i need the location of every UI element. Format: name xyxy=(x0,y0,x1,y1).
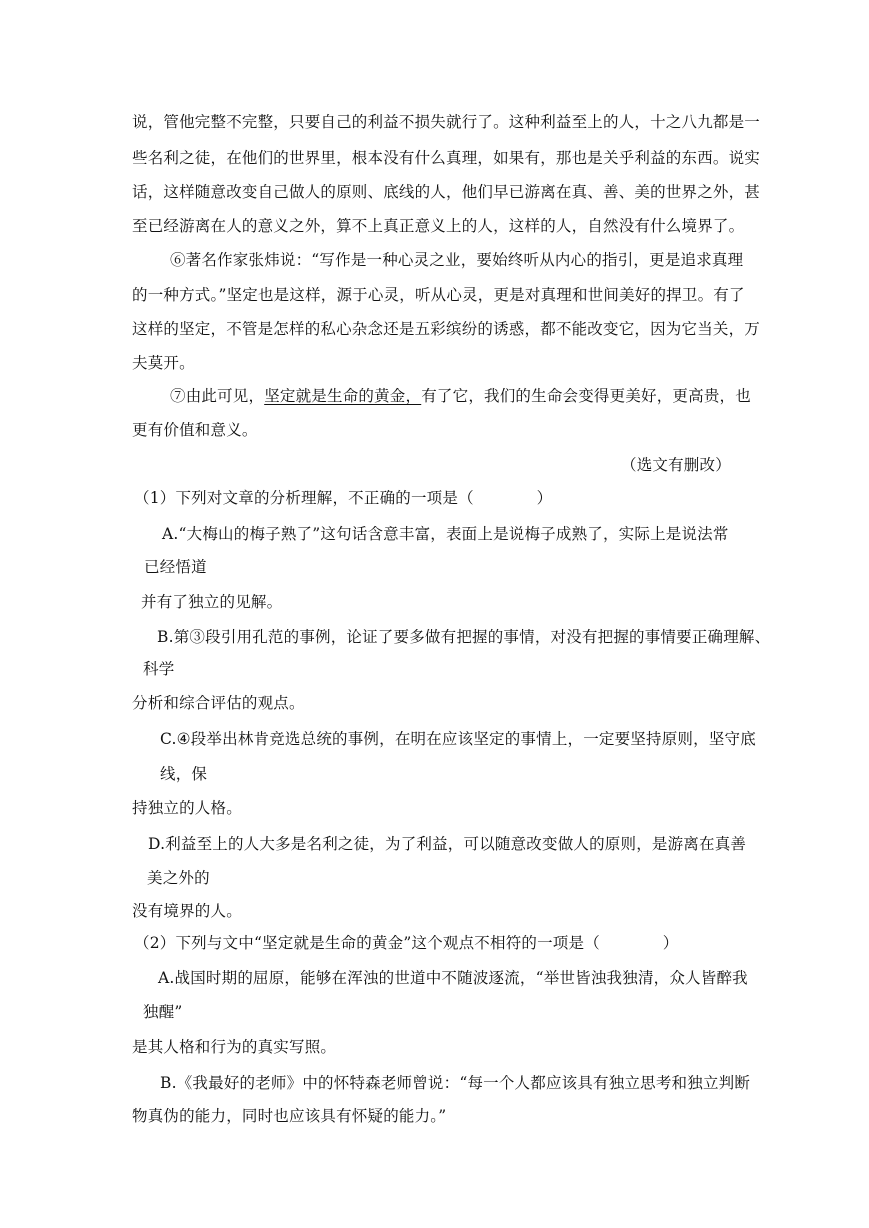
q1-option-a: 并有了独立的见解。 xyxy=(141,593,283,611)
question-2-stem: （2）下列与文中“坚定就是生命的黄金”这个观点不相符的一项是（ ） xyxy=(134,934,679,952)
q2-option-a: 独醒” xyxy=(143,1003,183,1021)
q1-option-b: 科学 xyxy=(143,660,175,678)
q1-option-c: 持独立的人格。 xyxy=(132,799,242,817)
paragraph-6-line: 夫莫开。 xyxy=(132,354,195,372)
paragraph-6-line: 的一种方式。”坚定也是这样，源于心灵，听从心灵，更是对真理和世间美好的捍卫。有了 xyxy=(132,286,745,304)
passage-line: 至已经游离在人的意义之外，算不上真正意义上的人，这样的人，自然没有什么境界了。 xyxy=(132,217,745,235)
passage-line: 说，管他完整不完整，只要自己的利益不损失就行了。这种利益至上的人，十之八九都是一 xyxy=(132,113,761,131)
q1-option-a: 已经悟道 xyxy=(144,558,207,576)
q2-option-b: B.《我最好的老师》中的怀特森老师曾说：“每一个人都应该具有独立思考和独立判断 xyxy=(160,1074,751,1092)
underlined-thesis: 坚定就是生命的黄金， xyxy=(264,387,422,405)
q2-option-b: 物真伪的能力，同时也应该具有怀疑的能力。” xyxy=(132,1107,447,1125)
q1-option-c: C.④段举出林肯竞选总统的事例，在明在应该坚定的事情上，一定要坚持原则，坚守底 xyxy=(160,730,756,748)
question-1-stem: （1）下列对文章的分析理解，不正确的一项是（ ） xyxy=(134,489,553,507)
paragraph-7-line: 更有价值和意义。 xyxy=(132,421,258,439)
q1-option-c: 线，保 xyxy=(160,765,208,783)
passage-line: 话，这样随意改变自己做人的原则、底线的人，他们早已游离在真、善、美的世界之外，甚 xyxy=(132,183,761,201)
paragraph-6-line: 这样的坚定，不管是怎样的私心杂念还是五彩缤纷的诱惑，都不能改变它，因为它当关，万 xyxy=(132,320,761,338)
q1-option-b: B.第③段引用孔范的事例，论证了要多做有把握的事情，对没有把握的事情要正确理解、 xyxy=(157,628,771,646)
paragraph-7-prefix: ⑦由此可见， xyxy=(170,387,265,405)
q2-option-a: A.战国时期的屈原，能够在浑浊的世道中不随波逐流，“举世皆浊我独清，众人皆醉我 xyxy=(158,969,748,987)
q1-option-a: A.“大梅山的梅子熟了”这句话含意丰富，表面上是说梅子成熟了，实际上是说法常 xyxy=(162,525,729,543)
q2-option-a: 是其人格和行为的真实写照。 xyxy=(132,1038,337,1056)
paragraph-7-suffix: 有了它，我们的生命会变得更美好，更高贵，也 xyxy=(421,387,751,405)
paragraph-6-line: ⑥著名作家张炜说：“写作是一种心灵之业，要始终听从内心的指引，更是追求真理 xyxy=(170,251,744,269)
q1-option-b: 分析和综合评估的观点。 xyxy=(132,694,305,712)
q1-option-d: D.利益至上的人大多是名利之徒，为了利益，可以随意改变做人的原则，是游离在真善 xyxy=(148,835,747,853)
q1-option-d: 没有境界的人。 xyxy=(132,902,242,920)
paragraph-7-line xyxy=(170,386,751,406)
q1-option-d: 美之外的 xyxy=(147,869,210,887)
passage-line: 些名利之徒，在他们的世界里，根本没有什么真理，如果有，那也是关乎利益的东西。说实 xyxy=(132,149,761,167)
source-note: （选文有删改） xyxy=(621,456,731,474)
